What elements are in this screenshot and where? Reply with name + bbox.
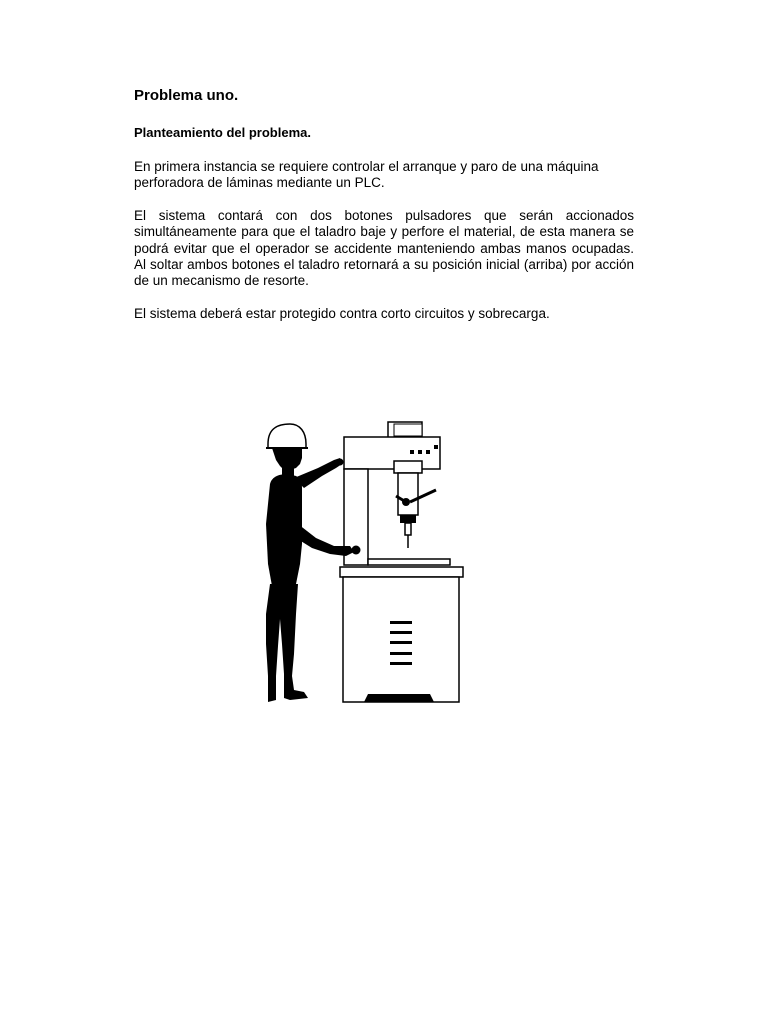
drill-press-figure-svg — [260, 414, 470, 709]
paragraph-protection: El sistema deberá estar protegido contra corto circuitos y sobrecarga. — [134, 305, 550, 321]
bench-top — [340, 567, 463, 577]
document-body — [134, 86, 634, 338]
bench-cabinet — [343, 577, 459, 702]
section-heading: Planteamiento del problema. — [134, 125, 311, 140]
drill-press-machine — [337, 422, 464, 702]
spindle-housing — [398, 473, 418, 515]
push-button-lower — [352, 546, 361, 555]
hard-hat — [268, 424, 306, 448]
drill-head — [344, 437, 440, 469]
cabinet-base — [364, 694, 434, 702]
document-title: Problema uno. — [134, 87, 239, 104]
paragraph-system-description: El sistema contará con dos botones pulsadores que serán accionados simultáneamente para que el taladro baje y perfore el material, de esta manera se podrá evitar que el operador se accidente manteniendo ambas manos ocupadas. Al soltar ambos botones el taladro retornará a su posición inicial (arriba) por acción de un mecanismo de resorte. — [134, 207, 634, 289]
paragraph-intro: En primera instancia se requiere controlar el arranque y paro de una máquina perforadora de láminas mediante un PLC. — [134, 159, 599, 191]
operator-silhouette — [266, 424, 354, 702]
drill-press-illustration — [260, 414, 470, 709]
work-table — [368, 559, 450, 565]
